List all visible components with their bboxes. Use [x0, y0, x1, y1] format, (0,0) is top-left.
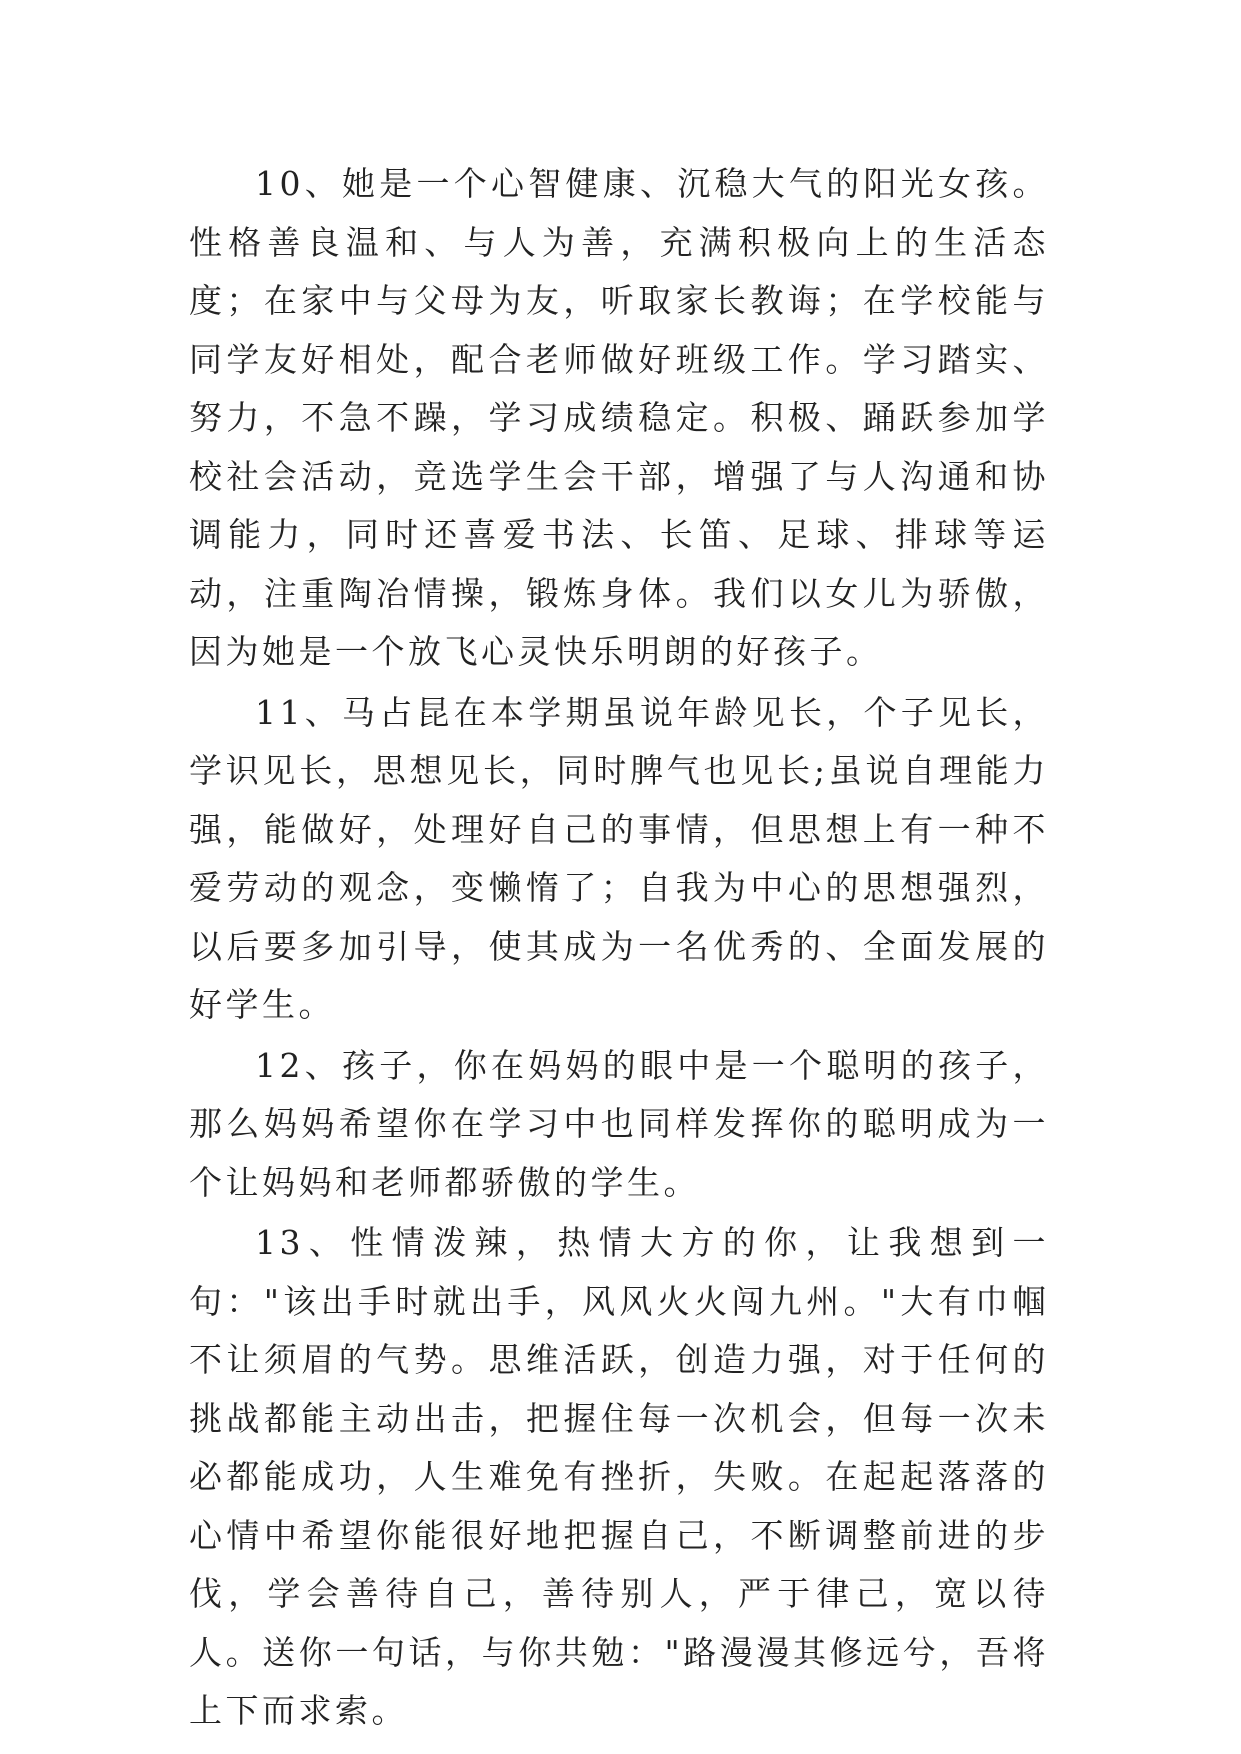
paragraph-11: 11、马占昆在本学期虽说年龄见长，个子见长，学识见长，思想见长，同时脾气也见长;虽说自理能力强，能做好，处理好自己的事情，但思想上有一种不爱劳动的观念，变懒惰了；自我为中心的思想强烈，以后要多加引导，使其成为一名优秀的、全面发展的好学生。 [189, 692, 1049, 1024]
paragraph-12: 12、孩子，你在妈妈的眼中是一个聪明的孩子，那么妈妈希望你在学习中也同样发挥你的聪明成为一个让妈妈和老师都骄傲的学生。 [189, 1045, 1049, 1202]
paragraph-10: 10、她是一个心智健康、沉稳大气的阳光女孩。性格善良温和、与人为善，充满积极向上的生活态度；在家中与父母为友，听取家长教诲；在学校能与同学友好相处，配合老师做好班级工作。学习踏实、努力，不急不躁，学习成绩稳定。积极、踊跃参加学校社会活动，竞选学生会干部，增强了与人沟通和协调能力，同时还喜爱书法、长笛、足球、排球等运动，注重陶冶情操，锻炼身体。我们以女儿为骄傲，因为她是一个放飞心灵快乐明朗的好孩子。 [189, 164, 1049, 671]
document-body [189, 155, 1049, 1743]
paragraph-13: 13、性情泼辣，热情大方的你，让我想到一句："该出手时就出手，风风火火闯九州。"大有巾帼不让须眉的气势。思维活跃，创造力强，对于任何的挑战都能主动出击，把握住每一次机会，但每一次未必都能成功，人生难免有挫折，失败。在起起落落的心情中希望你能很好地把握自己，不断调整前进的步伐，学会善待自己，善待别人，严于律己，宽以待人。送你一句话，与你共勉："路漫漫其修远兮，吾将上下而求索。 [189, 1223, 1049, 1730]
